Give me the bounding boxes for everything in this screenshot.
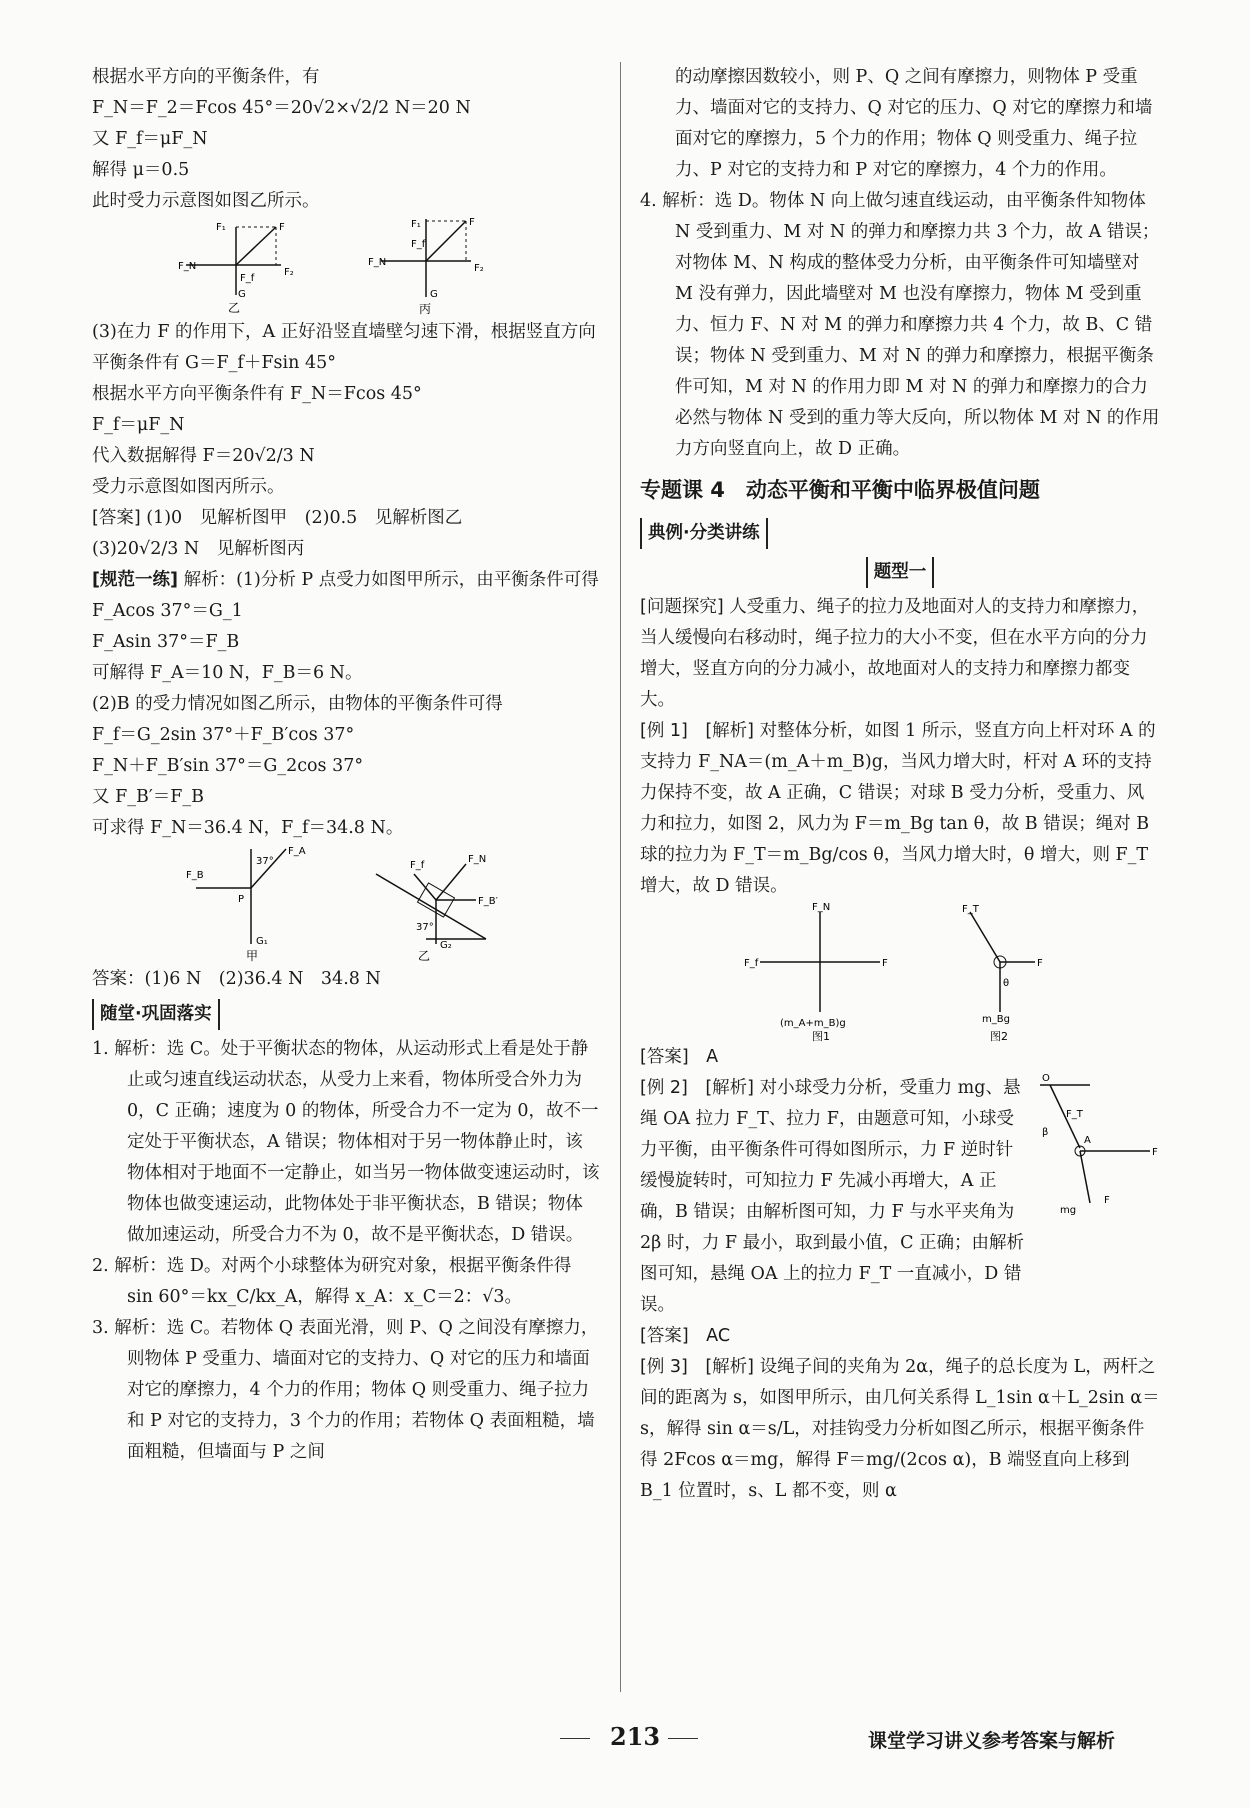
question-4-solution: 4. 解析：选 D。物体 N 向上做匀速直线运动，由平衡条件知物体 N 受到重力、M 对 N 的弹力和摩擦力共 3 个力，故 A 错误；对物体 M、N 构成的整体受力分析，由平衡条件可知墙壁对 M 没有弹力，因此墙壁对 M 也没有摩擦力，物体 M 受到重力、恒力 F、N 对 M 的弹力和摩擦力共 4 个力，故 B、C 错误；物体 N 受到重力、M 对 N 的弹力和摩擦力，根据平衡条件可知，M 对 N 的作用力即 M 对 N 的弹力和摩擦力的合力必然与物体 N 受到的重力等大反向，所以物体 M 对 N 的作用力方向竖直向上，故 D 正确。 [640, 191, 1160, 459]
figure-label: 乙 [418, 949, 431, 963]
example-1-text: 对整体分析，如图 1 所示，竖直方向上杆对环 A 的支持力 F_NA＝(m_A＋m_B)g，当风力增大时，杆对 A 环的支持力保持不变，故 A 正确，C 错误；对球 B 受力分析，受重力、风力和拉力，如图 2，风力为 F＝m_Bg tan θ，故 B 错误；绳对 B 球的拉力为 F_T＝m_Bg/cos θ，当风力增大时，θ 增大，则 F_T 增大，故 D 错误。 [640, 721, 1156, 896]
column-divider [620, 62, 621, 1692]
example-3-tag: [例 3] [解析] [640, 1357, 755, 1377]
svg-text:F₁: F₁ [411, 219, 421, 230]
example-1-answer: [答案] A [640, 1047, 719, 1067]
svg-text:37°: 37° [416, 922, 434, 933]
svg-text:F: F [1104, 1195, 1110, 1206]
equation: F_Asin 37°＝F_B [92, 632, 240, 652]
equation: F_f＝μF_N [92, 415, 185, 435]
equation: F_N＝F_2＝Fcos 45°＝20√2×√2/2 N＝20 N [92, 98, 471, 118]
force-diagrams-yi-bing [92, 217, 600, 317]
text-line: 此时受力示意图如图乙所示。 [92, 191, 320, 211]
answer-text: (3)20√2/3 N 见解析图丙 [92, 539, 305, 559]
text-line: (3)在力 F 的作用下，A 正好沿竖直墙壁匀速下滑，根据竖直方向平衡条件有 G＝F_f＋Fsin 45° [92, 322, 596, 373]
svg-text:G₁: G₁ [256, 936, 268, 947]
svg-text:(m_A+m_B)g: (m_A+m_B)g [780, 1018, 846, 1029]
answer-text: 答案：(1)6 N (2)36.4 N 34.8 N [92, 969, 381, 989]
left-column [92, 62, 605, 1468]
page-footer [0, 1722, 1250, 1762]
inquiry-text: 人受重力、绳子的拉力及地面对人的支持力和摩擦力，当人缓慢向右移动时，绳子拉力的大小不变，但在水平方向的分力增大，竖直方向的分力减小，故地面对人的支持力和摩擦力都变大。 [640, 597, 1150, 710]
svg-text:G₂: G₂ [440, 940, 452, 951]
svg-text:F: F [469, 217, 475, 228]
equation: 又 F_f＝μF_N [92, 129, 208, 149]
text-line: (2)B 的受力情况如图乙所示，由物体的平衡条件可得 [92, 694, 503, 714]
force-diagram-yi [176, 217, 326, 317]
equation: F_N＋F_B′sin 37°＝G_2cos 37° [92, 756, 364, 776]
example-2-answer: [答案] AC [640, 1326, 731, 1346]
svg-text:F: F [1037, 958, 1043, 969]
section-title: 随堂·巩固落实 [92, 999, 220, 1030]
svg-text:F_f: F_f [410, 860, 425, 871]
svg-text:O: O [1042, 1073, 1050, 1084]
svg-text:F: F [882, 958, 888, 969]
example-2-block [640, 1073, 1160, 1321]
figure-label: 乙 [228, 301, 241, 315]
svg-text:F_f: F_f [411, 239, 426, 250]
svg-text:F_N: F_N [468, 854, 487, 865]
equation: 代入数据解得 F＝20√2/3 N [92, 446, 315, 466]
example-1-tag: [例 1] [解析] [640, 721, 755, 741]
footer-dash [668, 1738, 698, 1739]
example-2-text: 对小球受力分析，受重力 mg、悬绳 OA 拉力 F_T、拉力 F，由题意可知，小球受力平衡，由平衡条件可得如图所示，力 F 逆时针缓慢旋转时，可知拉力 F 先减小再增大，A 正确，B 错误；由解析图可知，力 F 与水平夹角为 2β 时，力 F 最小，取到最小值，C 正确；由解析图可知，悬绳 OA 上的拉力 F_T 一直减小，D 错误。 [640, 1078, 1025, 1315]
svg-text:F₂: F₂ [284, 267, 294, 278]
force-diagram-bing [366, 217, 516, 317]
svg-text:F_T: F_T [1066, 1109, 1083, 1120]
equation: 又 F_B′＝F_B [92, 787, 205, 807]
section-title: 典例·分类讲练 [640, 518, 768, 549]
svg-text:F_T: F_T [962, 904, 979, 915]
page-number: 213 [610, 1722, 661, 1751]
svg-text:θ: θ [1003, 978, 1010, 989]
answer-tag: [答案] [92, 508, 141, 528]
svg-text:F₂: F₂ [474, 263, 484, 274]
book-title: 课堂学习讲义参考答案与解析 [868, 1730, 1116, 1752]
example-2-tag: [例 2] [解析] [640, 1078, 755, 1098]
svg-text:F_f: F_f [240, 273, 255, 284]
equation: F_f＝G_2sin 37°＋F_B′cos 37° [92, 725, 355, 745]
question-2-solution: 2. 解析：选 D。对两个小球整体为研究对象，根据平衡条件得 sin 60°＝kx_C/kx_A，解得 x_A：x_C＝2：√3。 [92, 1256, 577, 1307]
figure-label: 甲 [246, 949, 259, 963]
svg-text:F_B: F_B [186, 870, 204, 881]
equation: 解得 μ＝0.5 [92, 160, 190, 180]
svg-text:F: F [279, 222, 285, 233]
svg-text:F_B′: F_B′ [478, 896, 498, 907]
text-line: 受力示意图如图丙所示。 [92, 477, 285, 497]
force-diagram-jia [176, 844, 326, 964]
figure-label: 丙 [419, 302, 432, 316]
question-type-title: 题型一 [866, 557, 935, 588]
figure-label: 图1 [812, 1030, 830, 1042]
svg-text:F₁: F₁ [216, 222, 226, 233]
text-line: 根据水平方向平衡条件有 F_N＝Fcos 45° [92, 384, 422, 404]
question-3-continued: 的动摩擦因数较小，则 P、Q 之间有摩擦力，则物体 P 受重力、墙面对它的支持力、Q 对它的压力、Q 对它的摩擦力和墙面对它的摩擦力，5 个力的作用；物体 Q 则受重力、绳子拉力、P 对它的支持力和 P 对它的摩擦力，4 个力的作用。 [675, 67, 1153, 180]
practice-tag: [规范一练] [92, 570, 178, 590]
topic-title: 专题课 4 动态平衡和平衡中临界极值问题 [640, 478, 1040, 502]
svg-text:F_N: F_N [178, 261, 197, 272]
question-1-solution: 1. 解析：选 C。处于平衡状态的物体，从运动形式上看是处于静止或匀速直线运动状态，从受力上来看，物体所受合外力为 0，C 正确；速度为 0 的物体，所受合力不一定为 0，故不一定处于平衡状态，A 错误；物体相对于另一物体静止时，该物体相对于地面不一定静止，如当另一物体做变速运动时，该物体也做变速运动，此物体处于非平衡状态，B 错误；物体做加速运动，所受合力不为 0，故不是平衡状态，D 错误。 [92, 1039, 600, 1245]
equation: 可求得 F_N＝36.4 N，F_f＝34.8 N。 [92, 818, 404, 838]
svg-text:37°: 37° [256, 856, 274, 867]
figure-1-diagram [740, 902, 900, 1042]
answer-text: (1)0 见解析图甲 (2)0.5 见解析图乙 [146, 508, 463, 528]
svg-text:β: β [1042, 1127, 1049, 1138]
force-diagrams-jia-yi [92, 844, 600, 964]
example-1-figures [640, 902, 1160, 1042]
svg-text:G: G [430, 289, 438, 300]
question-3-solution: 3. 解析：选 C。若物体 Q 表面光滑，则 P、Q 之间没有摩擦力，则物体 P 受重力、墙面对它的支持力、Q 对它的压力和墙面对它的摩擦力，4 个力的作用；物体 Q 则受重力、绳子拉力和 P 对它的支持力，3 个力的作用；若物体 Q 表面粗糙，墙面粗糙，但墙面与 P 之间 [92, 1318, 599, 1462]
svg-text:mg: mg [1060, 1205, 1077, 1216]
svg-text:F: F [1152, 1147, 1158, 1158]
figure-2-diagram [940, 902, 1060, 1042]
example-3-text: 设绳子间的夹角为 2α，绳子的总长度为 L，两杆之间的距离为 s，如图甲所示，由几何关系得 L_1sin α＋L_2sin α＝s，解得 sin α＝s/L，对挂钩受力分析如图乙所示，根据平衡条件得 2Fcos α＝mg，解得 F＝mg/(2cos α)，B 端竖直向上移到 B_1 位置时，s、L 都不变，则 α [640, 1357, 1160, 1501]
inquiry-tag: [问题探究] [640, 597, 724, 617]
svg-text:F_N: F_N [812, 902, 831, 913]
svg-text:F_A: F_A [288, 846, 306, 857]
svg-text:A: A [1084, 1135, 1091, 1146]
svg-text:F_N: F_N [368, 257, 387, 268]
svg-text:P: P [238, 894, 245, 905]
svg-text:G: G [238, 289, 246, 300]
equation: 可解得 F_A＝10 N，F_B＝6 N。 [92, 663, 363, 683]
right-column [640, 62, 1160, 1507]
example-2-diagram [1030, 1073, 1160, 1223]
svg-text:F_f: F_f [744, 958, 759, 969]
figure-label: 图2 [990, 1030, 1008, 1042]
practice-text: 解析：(1)分析 P 点受力如图甲所示，由平衡条件可得 F_Acos 37°＝G_1 [92, 570, 605, 621]
footer-dash [560, 1738, 590, 1739]
svg-text:m_Bg: m_Bg [982, 1014, 1010, 1025]
force-diagram-yi2 [366, 844, 516, 964]
text-line: 根据水平方向的平衡条件，有 [92, 67, 320, 87]
